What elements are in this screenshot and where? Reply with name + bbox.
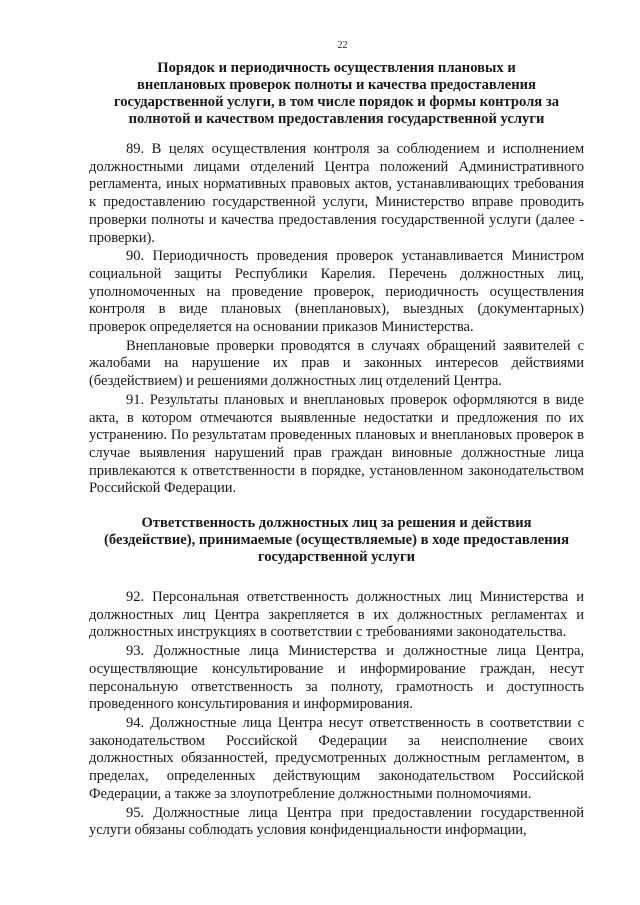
heading-line: полнотой и качеством предоставления государственной услуги [128, 111, 545, 127]
paragraph-90: 90. Периодичность проведения проверок устанавливается Министром социальной защиты Республики Карелия. Перечень должностных лиц, уполномоченных на проведение проверок, периодичность осуществления контроля в виде плановых (внеплановых), выездных (документарных) проверок определяется на основании приказов Министерства. [89, 248, 584, 336]
paragraph-95: 95. Должностные лица Центра при предоставлении государственной услуги обязаны соблюдать условия конфиденциальности информации, [89, 804, 584, 839]
heading-line: (бездействие), принимаемые (осуществляемые) в ходе предоставления [104, 532, 569, 549]
paragraph-91: 91. Результаты плановых и внеплановых проверок оформляются в виде акта, в котором отмечаются выявленные недостатки и предложения по их устранению. По результатам проведенных плановых и внеплановых проверок в случае выявления нарушений прав граждан виновные должностные лица привлекаются к ответственности в порядке, установленном законодательством Российской Федерации. [89, 391, 584, 497]
heading-line: внеплановых проверок полноты и качества предоставления [137, 77, 536, 93]
paragraph-92: 92. Персональная ответственность должностных лиц Министерства и должностных лиц Центра закрепляется в их должностных регламентах и должностных инструкциях в соответствии с требованиями законодательства. [89, 589, 584, 641]
heading-line: Порядок и периодичность осуществления плановых и [157, 60, 516, 76]
page-number: 22 [337, 40, 348, 51]
paragraph-89: 89. В целях осуществления контроля за соблюдением и исполнением должностными лицами отделений Центра положений Административного регламента, иных нормативных правовых актов, устанавливающих требования к предоставлению государственной услуги, Министерство вправе проводить проверки полноты и качества предоставления государственной услуги (далее - проверки). [89, 141, 584, 246]
paragraph-unscheduled-inspections: Внеплановые проверки проводятся в случаях обращений заявителей с жалобами на нарушение их прав и законных интересов действиями (бездействием) и решениями должностных лиц отделений Центра. [89, 337, 584, 390]
paragraph-93: 93. Должностные лица Министерства и должностные лица Центра, осуществляющие консультирование и информирование граждан, несут персональную ответственность за полноту, грамотность и доступность проведенного консультирования и информирования. [89, 643, 584, 713]
section-heading-responsibility [89, 515, 584, 566]
heading-line: Ответственность должностных лиц за решения и действия [141, 515, 532, 532]
heading-line: государственной услуги, в том числе порядок и формы контроля за [113, 94, 560, 110]
heading-line: государственной услуги [257, 549, 416, 566]
section-heading-inspections [89, 60, 584, 128]
paragraph-94: 94. Должностные лица Центра несут ответственность в соответствии с законодательством Российской Федерации за неисполнение своих должностных обязанностей, предусмотренных должностным регламентом, в пределах, определенных действующим законодательством Российской Федерации, а также за злоупотребление должностными полномочиями. [89, 714, 584, 802]
